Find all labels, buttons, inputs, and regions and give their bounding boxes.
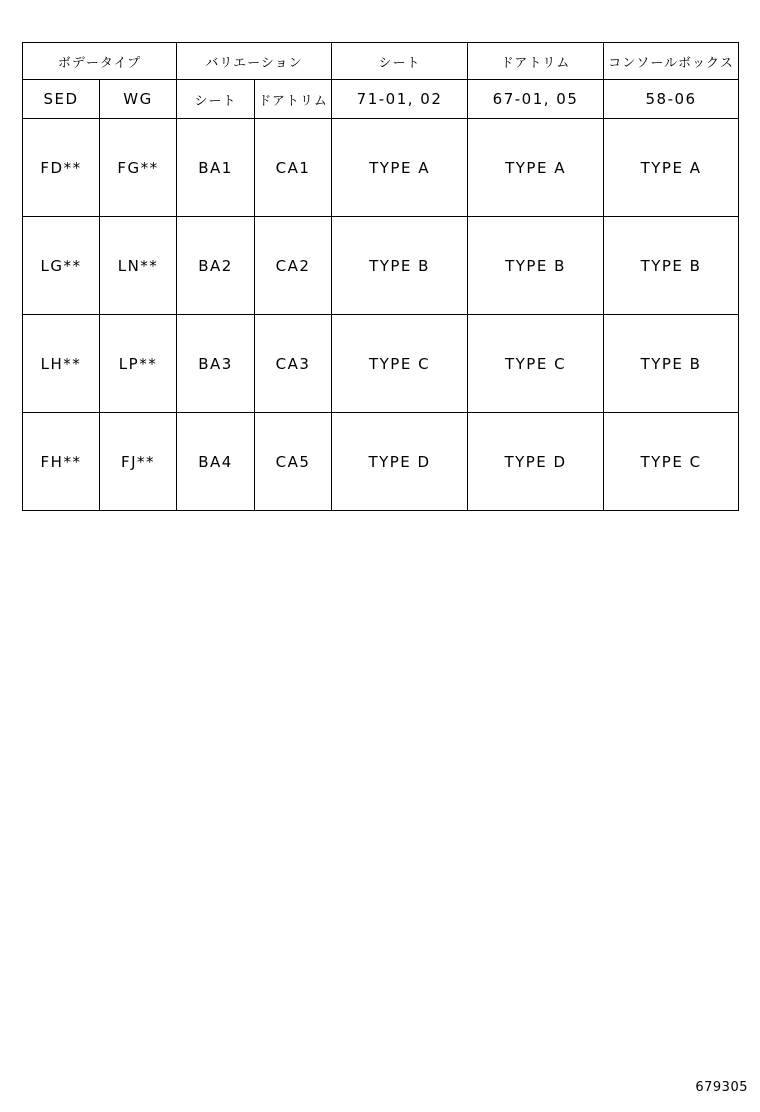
door-trim-variation-cell: CA2 [255,217,332,315]
variation-table-sheet [22,42,738,508]
sed-model-cell: LH** [23,315,100,413]
door-trim-type-cell: TYPE A [468,119,604,217]
sed-model-cell: FD** [23,119,100,217]
door-trim-variation-cell: CA5 [255,413,332,511]
console-type-cell: TYPE C [604,413,739,511]
variation-door-trim-subheader: ドアトリム [255,80,332,119]
variation-header: バリエーション [177,43,332,80]
drawing-number: 679305 [695,1080,748,1095]
console-part-code: 58-06 [604,80,739,119]
wg-subheader: WG [100,80,177,119]
seat-type-cell: TYPE C [332,315,468,413]
sed-model-cell: LG** [23,217,100,315]
seat-type-cell: TYPE A [332,119,468,217]
door-trim-variation-cell: CA1 [255,119,332,217]
door-trim-type-cell: TYPE C [468,315,604,413]
table-row [23,119,739,217]
table-row [23,217,739,315]
sed-model-cell: FH** [23,413,100,511]
seat-part-code: 71-01, 02 [332,80,468,119]
table-row [23,315,739,413]
subheader-row [23,80,739,119]
variation-table [22,42,739,511]
console-type-cell: TYPE B [604,217,739,315]
seat-variation-cell: BA1 [177,119,255,217]
door-trim-part-code: 67-01, 05 [468,80,604,119]
seat-variation-cell: BA2 [177,217,255,315]
door-trim-variation-cell: CA3 [255,315,332,413]
wg-model-cell: FJ** [100,413,177,511]
table-row [23,413,739,511]
wg-model-cell: LP** [100,315,177,413]
console-type-cell: TYPE B [604,315,739,413]
seat-variation-cell: BA4 [177,413,255,511]
console-type-cell: TYPE A [604,119,739,217]
variation-seat-subheader: シート [177,80,255,119]
sed-subheader: SED [23,80,100,119]
body-type-header: ボデータイプ [23,43,177,80]
console-box-header: コンソールボックス [604,43,739,80]
header-row [23,43,739,80]
door-trim-header: ドアトリム [468,43,604,80]
door-trim-type-cell: TYPE D [468,413,604,511]
seat-header: シート [332,43,468,80]
seat-type-cell: TYPE D [332,413,468,511]
wg-model-cell: LN** [100,217,177,315]
wg-model-cell: FG** [100,119,177,217]
door-trim-type-cell: TYPE B [468,217,604,315]
seat-variation-cell: BA3 [177,315,255,413]
seat-type-cell: TYPE B [332,217,468,315]
